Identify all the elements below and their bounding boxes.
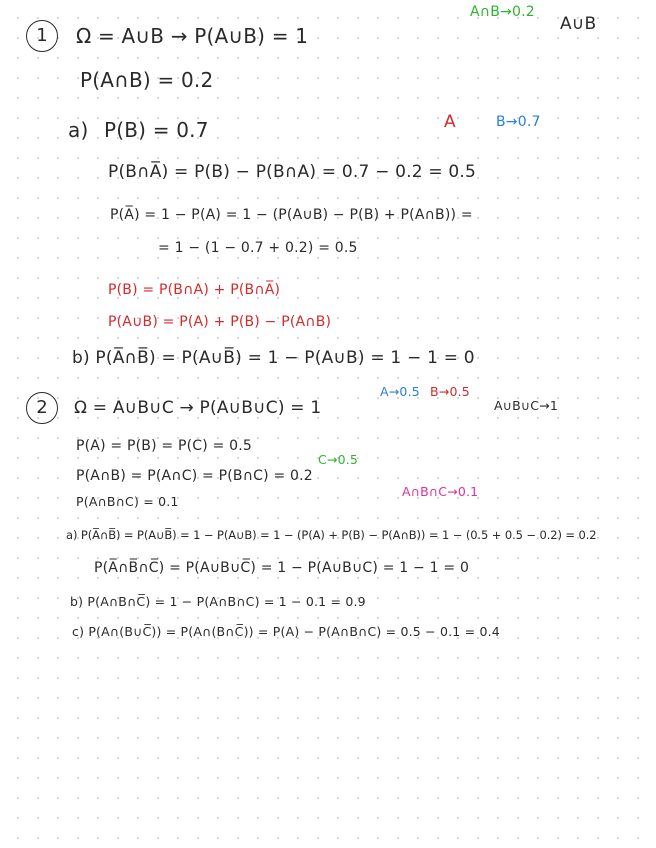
p2-line1: Ω = A∪B∪C → P(A∪B∪C) = 1 xyxy=(74,398,322,418)
p1-a-step1: P(B∩A̅) = P(B) − P(B∩A) = 0.7 − 0.2 = 0.5 xyxy=(108,162,477,182)
p1-a-given: P(B) = 0.7 xyxy=(104,118,209,142)
p1-b-hatch xyxy=(498,40,548,78)
p2-a-line2: P(A̅∩B̅∩C̅) = P(A∪B∪C̅) = 1 − P(A∪B∪C) = 1 − 1 = 0 xyxy=(94,560,470,576)
p1-b-label: B→0.7 xyxy=(496,114,541,130)
p2-a-label: A→0.5 xyxy=(380,384,420,399)
p1-intersection-label: A∩B→0.2 xyxy=(470,4,535,20)
p1-line2: P(A∩B) = 0.2 xyxy=(80,68,214,92)
p2-b-label: B→0.5 xyxy=(430,384,470,399)
p1-line1: Ω = A∪B → P(A∪B) = 1 xyxy=(76,24,309,48)
p1-a-hatch xyxy=(414,34,474,92)
p2-union-box xyxy=(364,400,490,478)
p1-a-step2: P(A̅) = 1 − P(A) = 1 − (P(A∪B) − P(B) + P(A∩B)) = xyxy=(110,207,473,223)
p2-union-label: A∪B∪C→1 xyxy=(494,398,558,413)
p2-abc-label: A∩B∩C→0.1 xyxy=(402,484,479,499)
p2-c-line: c) P(A∩(B∪C̅)) = P(A∩(B∩C̅)) = P(A) − P(A∩B∩C) = 0.5 − 0.1 = 0.4 xyxy=(72,624,500,639)
p2-b-line: b) P(A∩B∩C̅) = 1 − P(A∩B∩C) = 1 − 0.1 = 0.9 xyxy=(70,594,366,609)
p2-line3: P(A∩B) = P(A∩C) = P(B∩C) = 0.2 xyxy=(76,468,313,484)
p1-union-label: A∪B xyxy=(560,14,597,34)
p2-line4: P(A∩B∩C) = 0.1 xyxy=(76,494,179,509)
p1-a-note1: P(B) = P(B∩A) + P(B∩A̅) xyxy=(108,282,281,298)
problem-1-number: 1 xyxy=(26,20,58,52)
p2-line2: P(A) = P(B) = P(C) = 0.5 xyxy=(76,438,253,454)
p1-a-label: A xyxy=(444,112,456,132)
problem-2-number: 2 xyxy=(26,392,58,424)
p1-a-label-text: a) xyxy=(68,118,89,142)
p1-a-note2: P(A∪B) = P(A) + P(B) − P(A∩B) xyxy=(108,314,332,330)
p2-a-line1: a) P(A̅∩B̅) = P(A∪B̅) = 1 − P(A∪B) = 1 − (P(A) + P(B) − P(A∩B)) = 1 − (0.5 + 0.5 − 0.2) = 0.2 xyxy=(66,528,597,542)
p2-c-label: C→0.5 xyxy=(318,452,359,467)
p1-a-step3: = 1 − (1 − 0.7 + 0.2) = 0.5 xyxy=(158,240,358,256)
p1-b-line: b) P(A̅∩B̅) = P(A∪B̅) = 1 − P(A∪B) = 1 − 1 = 0 xyxy=(72,348,475,368)
